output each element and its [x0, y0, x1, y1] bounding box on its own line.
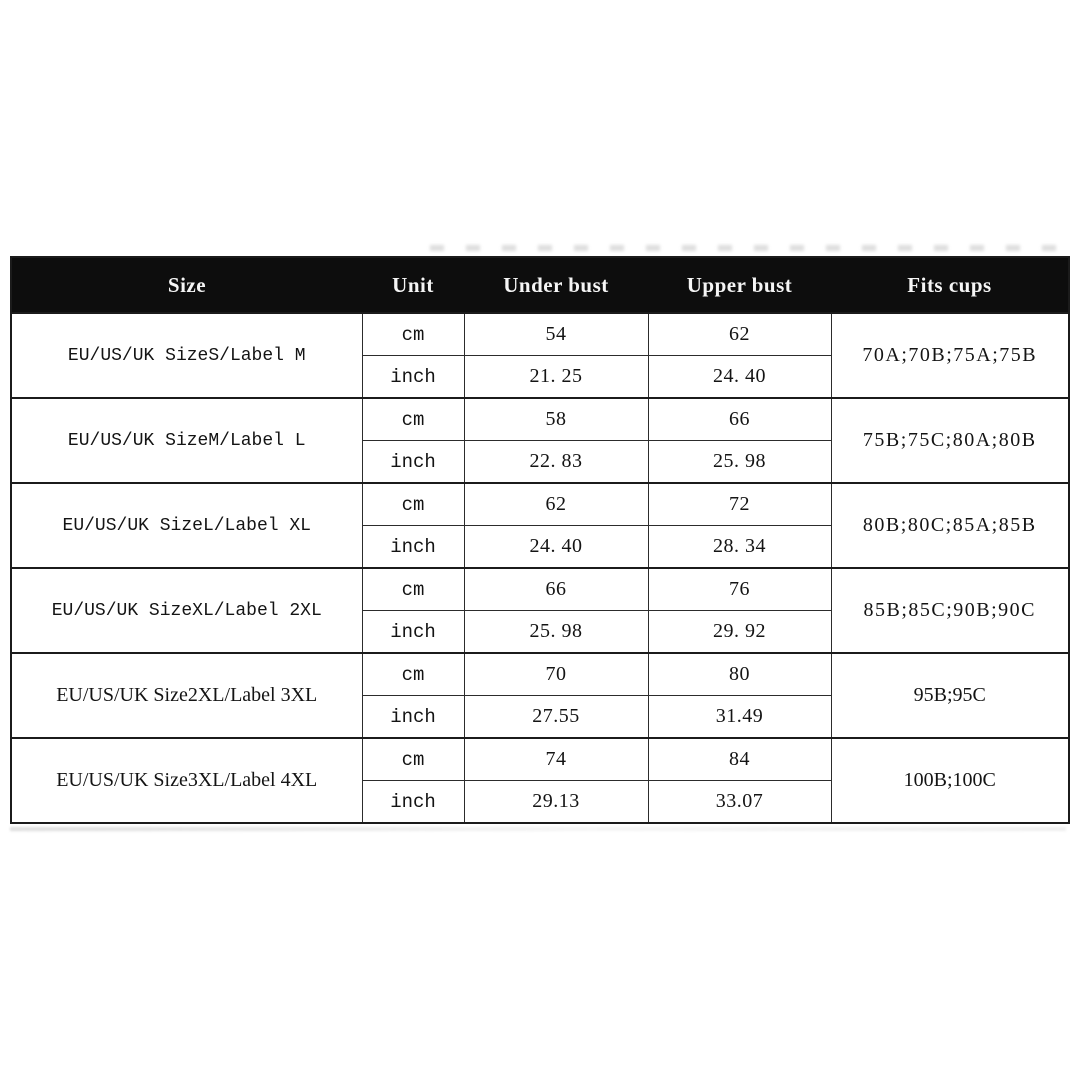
table-row: [11, 313, 1069, 356]
unit-cell: cm: [362, 738, 464, 781]
table-row: [11, 483, 1069, 526]
under-bust-cell: 66: [464, 568, 648, 611]
upper-bust-cell: 84: [648, 738, 831, 781]
under-bust-cell: 27.55: [464, 696, 648, 739]
table-row: [11, 738, 1069, 781]
col-header-upper-bust: Upper bust: [648, 257, 831, 313]
under-bust-cell: 62: [464, 483, 648, 526]
table-row: [11, 398, 1069, 441]
unit-cell: cm: [362, 653, 464, 696]
unit-cell: inch: [362, 526, 464, 569]
under-bust-cell: 29.13: [464, 781, 648, 824]
shadow-artifact: [10, 827, 1066, 831]
col-header-fits-cups: Fits cups: [831, 257, 1069, 313]
size-cell: EU/US/UK SizeL/Label XL: [11, 483, 362, 568]
col-header-size: Size: [11, 257, 362, 313]
unit-cell: cm: [362, 483, 464, 526]
under-bust-cell: 24. 40: [464, 526, 648, 569]
header-row: [11, 257, 1069, 313]
under-bust-cell: 58: [464, 398, 648, 441]
size-cell: EU/US/UK SizeS/Label M: [11, 313, 362, 398]
fits-cups-cell: 95B;95C: [831, 653, 1069, 738]
upper-bust-cell: 62: [648, 313, 831, 356]
table-row: [11, 653, 1069, 696]
unit-cell: inch: [362, 356, 464, 399]
fits-cups-cell: 75B;75C;80A;80B: [831, 398, 1069, 483]
fits-cups-cell: 85B;85C;90B;90C: [831, 568, 1069, 653]
col-header-under-bust: Under bust: [464, 257, 648, 313]
upper-bust-cell: 31.49: [648, 696, 831, 739]
unit-cell: inch: [362, 611, 464, 654]
unit-cell: cm: [362, 398, 464, 441]
upper-bust-cell: 33.07: [648, 781, 831, 824]
under-bust-cell: 70: [464, 653, 648, 696]
size-cell: EU/US/UK SizeXL/Label 2XL: [11, 568, 362, 653]
unit-cell: inch: [362, 696, 464, 739]
fits-cups-cell: 70A;70B;75A;75B: [831, 313, 1069, 398]
cropped-text-artifact: [430, 245, 1060, 251]
under-bust-cell: 25. 98: [464, 611, 648, 654]
upper-bust-cell: 25. 98: [648, 441, 831, 484]
under-bust-cell: 22. 83: [464, 441, 648, 484]
fits-cups-cell: 80B;80C;85A;85B: [831, 483, 1069, 568]
unit-cell: cm: [362, 568, 464, 611]
size-cell: EU/US/UK SizeM/Label L: [11, 398, 362, 483]
under-bust-cell: 21. 25: [464, 356, 648, 399]
upper-bust-cell: 66: [648, 398, 831, 441]
col-header-unit: Unit: [362, 257, 464, 313]
size-cell: EU/US/UK Size3XL/Label 4XL: [11, 738, 362, 823]
unit-cell: inch: [362, 781, 464, 824]
upper-bust-cell: 80: [648, 653, 831, 696]
upper-bust-cell: 28. 34: [648, 526, 831, 569]
size-cell: EU/US/UK Size2XL/Label 3XL: [11, 653, 362, 738]
unit-cell: cm: [362, 313, 464, 356]
under-bust-cell: 54: [464, 313, 648, 356]
upper-bust-cell: 76: [648, 568, 831, 611]
upper-bust-cell: 24. 40: [648, 356, 831, 399]
fits-cups-cell: 100B;100C: [831, 738, 1069, 823]
upper-bust-cell: 29. 92: [648, 611, 831, 654]
under-bust-cell: 74: [464, 738, 648, 781]
size-chart-table: [10, 256, 1070, 824]
upper-bust-cell: 72: [648, 483, 831, 526]
unit-cell: inch: [362, 441, 464, 484]
table-row: [11, 568, 1069, 611]
